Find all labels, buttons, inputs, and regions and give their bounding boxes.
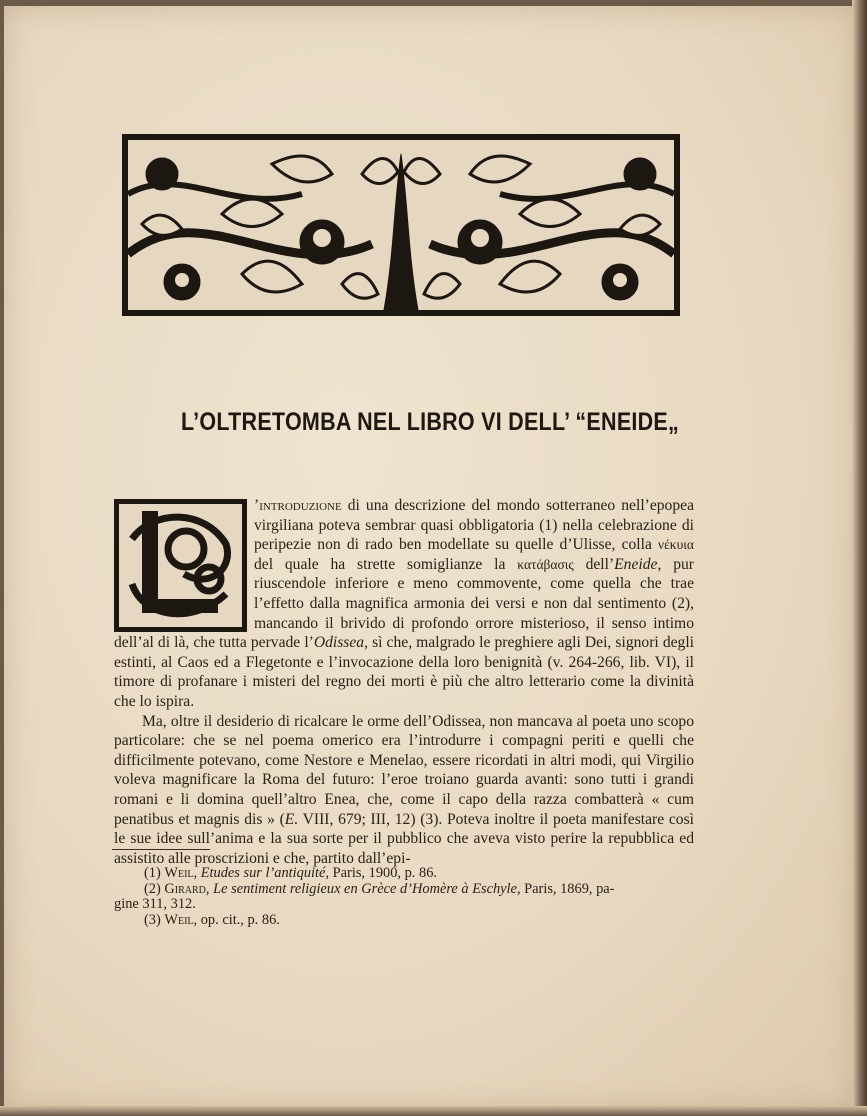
body-text	[114, 496, 694, 868]
footnote-3-rest: , op. cit., p. 86.	[193, 911, 280, 928]
woodcut-headpiece-ornament	[122, 134, 680, 316]
footnote-1-title: Etudes sur l’antiquité	[200, 865, 326, 881]
dropcap-space	[114, 496, 254, 633]
chapter-title: L’OLTRETOMBA NEL LIBRO VI DELL’ “ENEIDE„	[180, 408, 680, 436]
footnote-1	[114, 866, 694, 882]
title-odissea: Odissea	[313, 634, 365, 652]
footnote-3-author: Weil	[164, 911, 194, 928]
paragraph-1-text-a: di una descrizione del mondo sotterraneo nell’epopea virgiliana poteva sembrar quasi obbligatoria (1) nella celebrazione di peripezie non di rado ben modellate su quelle d’Ulisse, colla	[254, 497, 694, 554]
footnote-2-continued: gine 311, 312.	[114, 896, 196, 913]
footnote-2-title: Le sentiment religieux en Grèce d’Homère à Eschyle	[213, 880, 517, 897]
footnote-1-number: (1)	[144, 865, 165, 881]
citation-e: E.	[284, 810, 299, 828]
paragraph-1-text-d: , pur riuscendole inferiore e meno commovente, come quella che trae l’effetto dalla magnifica armonia dei versi e non dal sentimento (2), mancando il brivido di profondo orrore misterioso, il senso intimo dell’al di là, che tutta pervade l’	[114, 555, 694, 652]
paragraph-2-text-a: Ma, oltre il desiderio di ricalcare le orme dell’Odissea, non mancava al poeta uno scopo particolare: che se nel poema omerico era l’introdurre i compagni periti e quelli che difficilmente potevano, come Nestore e Menelao, essere ricordati in altri modi, qui Virgilio voleva magnificare la Roma del futuro: l’eroe troiano guarda avanti: sono tutti i grandi romani e li domina quell’altro Enea, che, come il capo della razza combatterà « cum penatibus et magnis dis » (	[114, 712, 694, 828]
title-eneide: Eneide	[614, 555, 658, 573]
footnote-2	[114, 882, 694, 898]
footnote-2-sep: ,	[205, 880, 214, 897]
paragraph-1	[114, 496, 694, 712]
footnote-1-rest: , Paris, 1900, p. 86.	[325, 865, 437, 881]
opening-word: ’introduzione	[254, 497, 342, 514]
page-edge-bottom	[0, 1106, 867, 1116]
footnote-1-author: Weil	[164, 865, 194, 881]
footnote-2-rest: , Paris, 1869, pa-	[516, 880, 615, 897]
footnote-2-author: Girard	[164, 880, 206, 897]
greek-katabasis: κατάβασις	[517, 556, 574, 572]
footnote-divider	[112, 849, 210, 850]
footnote-2-number: (2)	[144, 880, 165, 897]
footnote-3	[114, 913, 694, 929]
footnote-3-number: (3)	[144, 911, 165, 928]
paragraph-1-text-c: dell’	[573, 555, 615, 573]
paragraph-2	[114, 712, 694, 869]
footnote-1-sep: ,	[193, 865, 201, 881]
greek-nekyia: νέκυια	[658, 537, 694, 553]
paragraph-1-text-b: del quale ha strette somiglianze la	[254, 555, 518, 573]
paragraph-1-text-e: , sì che, malgrado le preghiere agli Dei, signori degli estinti, al Caos ed a Flegetonte e l’invocazione della loro benignità (v. 264-266, lib. VI), il timore di profanare i misteri del regno dei morti è più che altro letterario come la divinità che lo ispira.	[114, 634, 694, 710]
paragraph-2-text-b: VIII, 679; III, 12) (3). Poteva inoltre il poeta manifestare così le sue idee sull’anima e la sua sorte per il pubblico che aveva visto perire la repubblica ed assistito alle proscrizioni e che, partito dall’epi-	[114, 810, 694, 867]
footnotes	[114, 866, 694, 928]
page-edge-right	[852, 0, 867, 1116]
